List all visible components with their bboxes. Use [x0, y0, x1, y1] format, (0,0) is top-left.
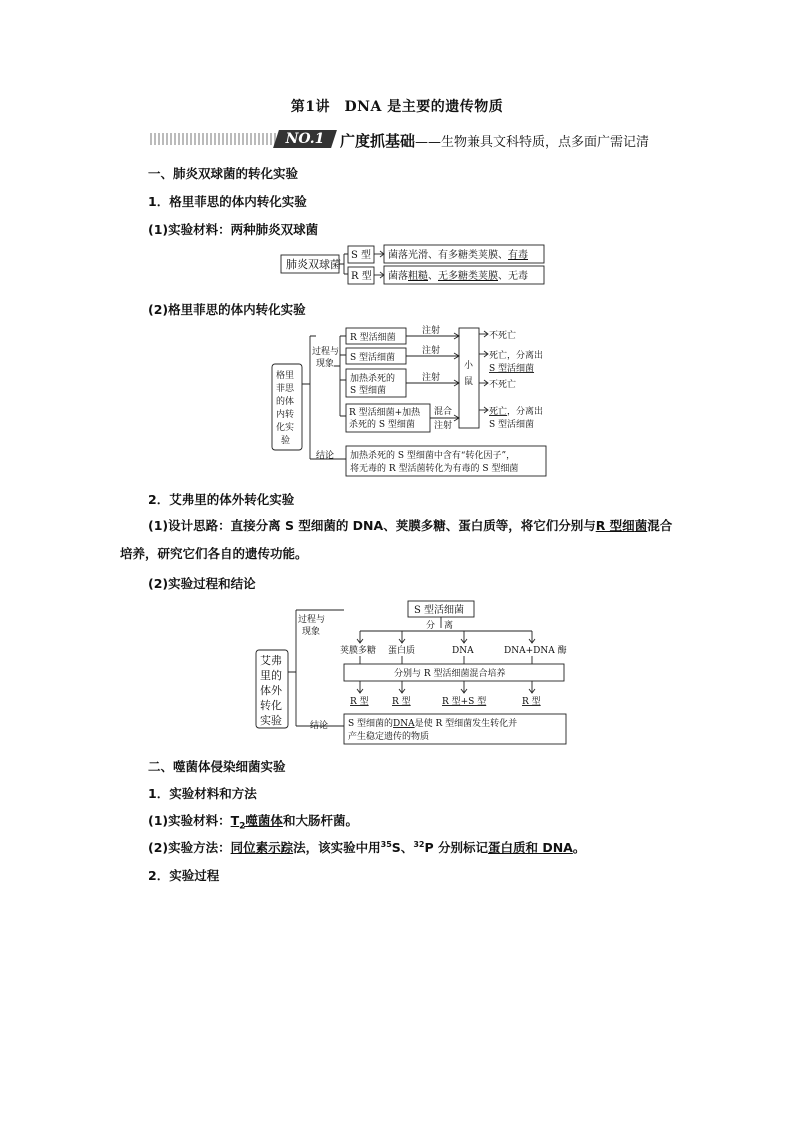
diagram3-conclusion-label: 结论: [310, 721, 329, 731]
diagram3-top: S 型活细菌: [414, 605, 465, 616]
diagram2-result1-1: S 型活细菌: [489, 364, 535, 374]
method-line: [148, 838, 585, 856]
diagram3-conclusion-a: S 型细菌的: [348, 719, 394, 729]
diagram-griffith: [268, 322, 558, 482]
diagram3-process-0: 过程与: [298, 615, 326, 625]
diagram3-root-0: 艾弗: [260, 654, 282, 667]
section2-sub2: 2．实验过程: [148, 868, 220, 883]
diagram1-brace: [339, 254, 348, 274]
diagram2-result0: 不死亡: [489, 331, 517, 341]
method-end: 。: [572, 840, 586, 855]
diagram3-culture: 分别与 R 型活细菌混合培养: [394, 669, 506, 679]
design-label: (1)设计思路：: [148, 518, 231, 533]
diagram2-result3: [489, 405, 543, 417]
section2-sub1: 1．实验材料和方法: [148, 786, 257, 801]
diagram3-process-1: 现象: [302, 627, 321, 637]
diagram2-row0-label: R 型活细菌: [350, 333, 396, 343]
diagram3-result-3: R 型: [522, 697, 541, 707]
material-line: [148, 220, 318, 238]
diagram2-conclusion-1: 将无毒的 R 型活菌转化为有毒的 S 型细菌: [350, 464, 519, 474]
section-banner: [150, 130, 690, 150]
material-value: 两种肺炎双球菌: [230, 222, 319, 237]
t2-subscript: 2: [239, 821, 246, 832]
banner-heading: [340, 130, 649, 151]
sulfur-isotope-mass: 35: [380, 839, 392, 849]
diagram3-component-0: 荚膜多糖: [340, 646, 377, 656]
diagram3-component-2: DNA: [452, 646, 474, 656]
banner-main-text: 广度抓基础: [340, 132, 416, 150]
diagram2-row3-label-1: 杀死的 S 型细菌: [349, 420, 415, 430]
diagram3-root-2: 体外: [260, 684, 282, 697]
experiment-label: (2)格里菲思的体内转化实验: [148, 302, 306, 317]
diagram3-component-1: 蛋白质: [388, 646, 416, 656]
phage-text: 噬菌体: [245, 813, 283, 828]
diagram2-mouse-0: 小: [464, 361, 474, 371]
diagram2-root-0: 格里: [276, 371, 295, 381]
diagram2-result3-1: ，分离出: [507, 407, 544, 417]
diagram3-result-1: R 型: [392, 697, 411, 707]
diagram3-component-stems: [360, 656, 532, 664]
design-text-d: 混合培养，研究它们各自的遗传功能。: [120, 518, 673, 561]
section2-heading: 二、噬菌体侵染细菌实验: [148, 759, 286, 774]
page-title: 第1讲 DNA 是主要的遗传物质: [290, 99, 504, 115]
diagram3-separate: 分 离: [426, 621, 454, 631]
diagram2-mix: 混合: [434, 407, 453, 417]
diagram3-split-lines: [360, 631, 532, 642]
diagram1-r-desc-d: 无多糖类荚膜: [438, 271, 498, 282]
diagram2-mouse-1: 鼠: [464, 377, 474, 387]
diagram1-r-type: R 型: [351, 271, 372, 282]
diagram2-row2-label-0: 加热杀死的: [350, 374, 396, 384]
method-text-a: 法，该实验中用: [293, 840, 381, 855]
design-text-a: 直接分离 S 型细菌的 DNA、荚膜多糖、蛋白质等，将它们分别与: [230, 518, 596, 533]
t2-label: [230, 813, 246, 832]
diagram1-r-desc-b: 粗糙: [408, 271, 428, 282]
process-label: (2)实验过程和结论: [148, 576, 256, 591]
diagram3-conclusion-c: 产生稳定遗传的物质: [348, 732, 430, 742]
diagram2-row3-label-0: R 型活细菌+加热: [349, 408, 421, 418]
phosphorus-text: P 分别标记: [424, 840, 488, 855]
diagram1-r-desc: [388, 269, 528, 282]
diagram1-r-desc-a: 菌落: [388, 271, 408, 282]
diagram2-inject-0: 注射: [422, 326, 441, 336]
diagram2-conclusion-0: 加热杀死的 S 型细菌中含有“转化因子”，: [350, 451, 516, 461]
method-technique: 同位素示踪: [230, 840, 294, 855]
diagram2-root-4: 化实: [276, 423, 295, 433]
diagram1-root: 肺炎双球菌: [286, 258, 341, 271]
diagram2-result3-0: 死亡: [489, 407, 508, 417]
diagram2-inject-2: 注射: [422, 373, 441, 383]
diagram-bacteria-types: [270, 240, 560, 292]
diagram3-conclusion-dna: DNA: [393, 719, 415, 729]
banner-stripes: [150, 133, 280, 145]
phage-material-line: [148, 811, 358, 832]
diagram1-s-desc: [388, 248, 528, 261]
phosphorus-isotope-mass: 32: [413, 839, 425, 849]
diagram2-root-2: 的体: [276, 397, 295, 407]
method-targets: 蛋白质和 DNA: [487, 840, 573, 855]
diagram3-result-0: R 型: [350, 697, 369, 707]
design-text-b: R 型细: [595, 518, 635, 533]
diagram3-conclusion-b: 是使 R 型细菌发生转化并: [414, 719, 518, 729]
sulfur-text: S、: [391, 840, 414, 855]
section1-sub2: 2．艾弗里的体外转化实验: [148, 492, 295, 507]
diagram3-result-arrowheads: [357, 689, 535, 693]
diagram3-split-arrowheads: [357, 639, 535, 643]
banner-badge-text: NO.1: [285, 131, 325, 147]
diagram3-component-3: DNA+DNA 酶: [504, 646, 567, 656]
banner-badge: [273, 130, 337, 148]
diagram3-root-3: 转化: [260, 699, 282, 712]
diagram2-root-5: 验: [281, 436, 291, 446]
diagram2-result1-0: 死亡，分离出: [489, 351, 544, 361]
diagram3-result-lines: [360, 681, 532, 692]
diagram3-root-4: 实验: [260, 714, 282, 727]
diagram1-s-type: S 型: [351, 250, 372, 261]
diagram2-result2: 不死亡: [489, 380, 517, 390]
diagram3-root-1: 里的: [260, 669, 282, 682]
material-label: (1)实验材料：: [148, 222, 231, 237]
section1-heading: 一、肺炎双球菌的转化实验: [148, 166, 299, 181]
design-paragraph: [120, 512, 680, 568]
method-label: (2)实验方法：: [148, 840, 231, 855]
diagram2-root-1: 菲思: [276, 384, 295, 394]
diagram2-process-0: 过程与: [312, 347, 340, 357]
diagram2-inject-1: 注射: [422, 346, 441, 356]
phage-material-rest: 和大肠杆菌。: [282, 813, 358, 828]
diagram2-row2-label-1: S 型细菌: [350, 386, 387, 396]
t2-letter: T: [230, 813, 240, 828]
diagram2-inject-3: 注射: [434, 421, 453, 431]
phage-material-label: (1)实验材料：: [148, 813, 231, 828]
diagram2-root-3: 内转: [276, 410, 295, 420]
diagram1-s-desc-b: 有毒: [508, 250, 528, 261]
diagram3-result-2: R 型+S 型: [442, 697, 487, 707]
diagram2-row1-label: S 型活细菌: [350, 353, 396, 363]
diagram3-conclusion-line1: [348, 717, 517, 729]
section1-sub1: 1．格里菲思的体内转化实验: [148, 194, 307, 209]
diagram2-conclusion-label: 结论: [316, 451, 335, 461]
diagram2-process-1: 现象: [316, 359, 335, 369]
diagram-avery: [252, 598, 578, 748]
diagram1-s-desc-a: 菌落光滑、有多糖类荚膜、: [388, 250, 508, 261]
diagram1-r-desc-c: 、: [428, 271, 438, 282]
design-text-c: 菌: [634, 518, 648, 533]
diagram2-result3-2: S 型活细菌: [489, 420, 535, 430]
diagram1-r-desc-e: 、无毒: [498, 271, 528, 282]
banner-sub-text: ——生物兼具文科特质，点多面广需记清: [415, 135, 650, 150]
